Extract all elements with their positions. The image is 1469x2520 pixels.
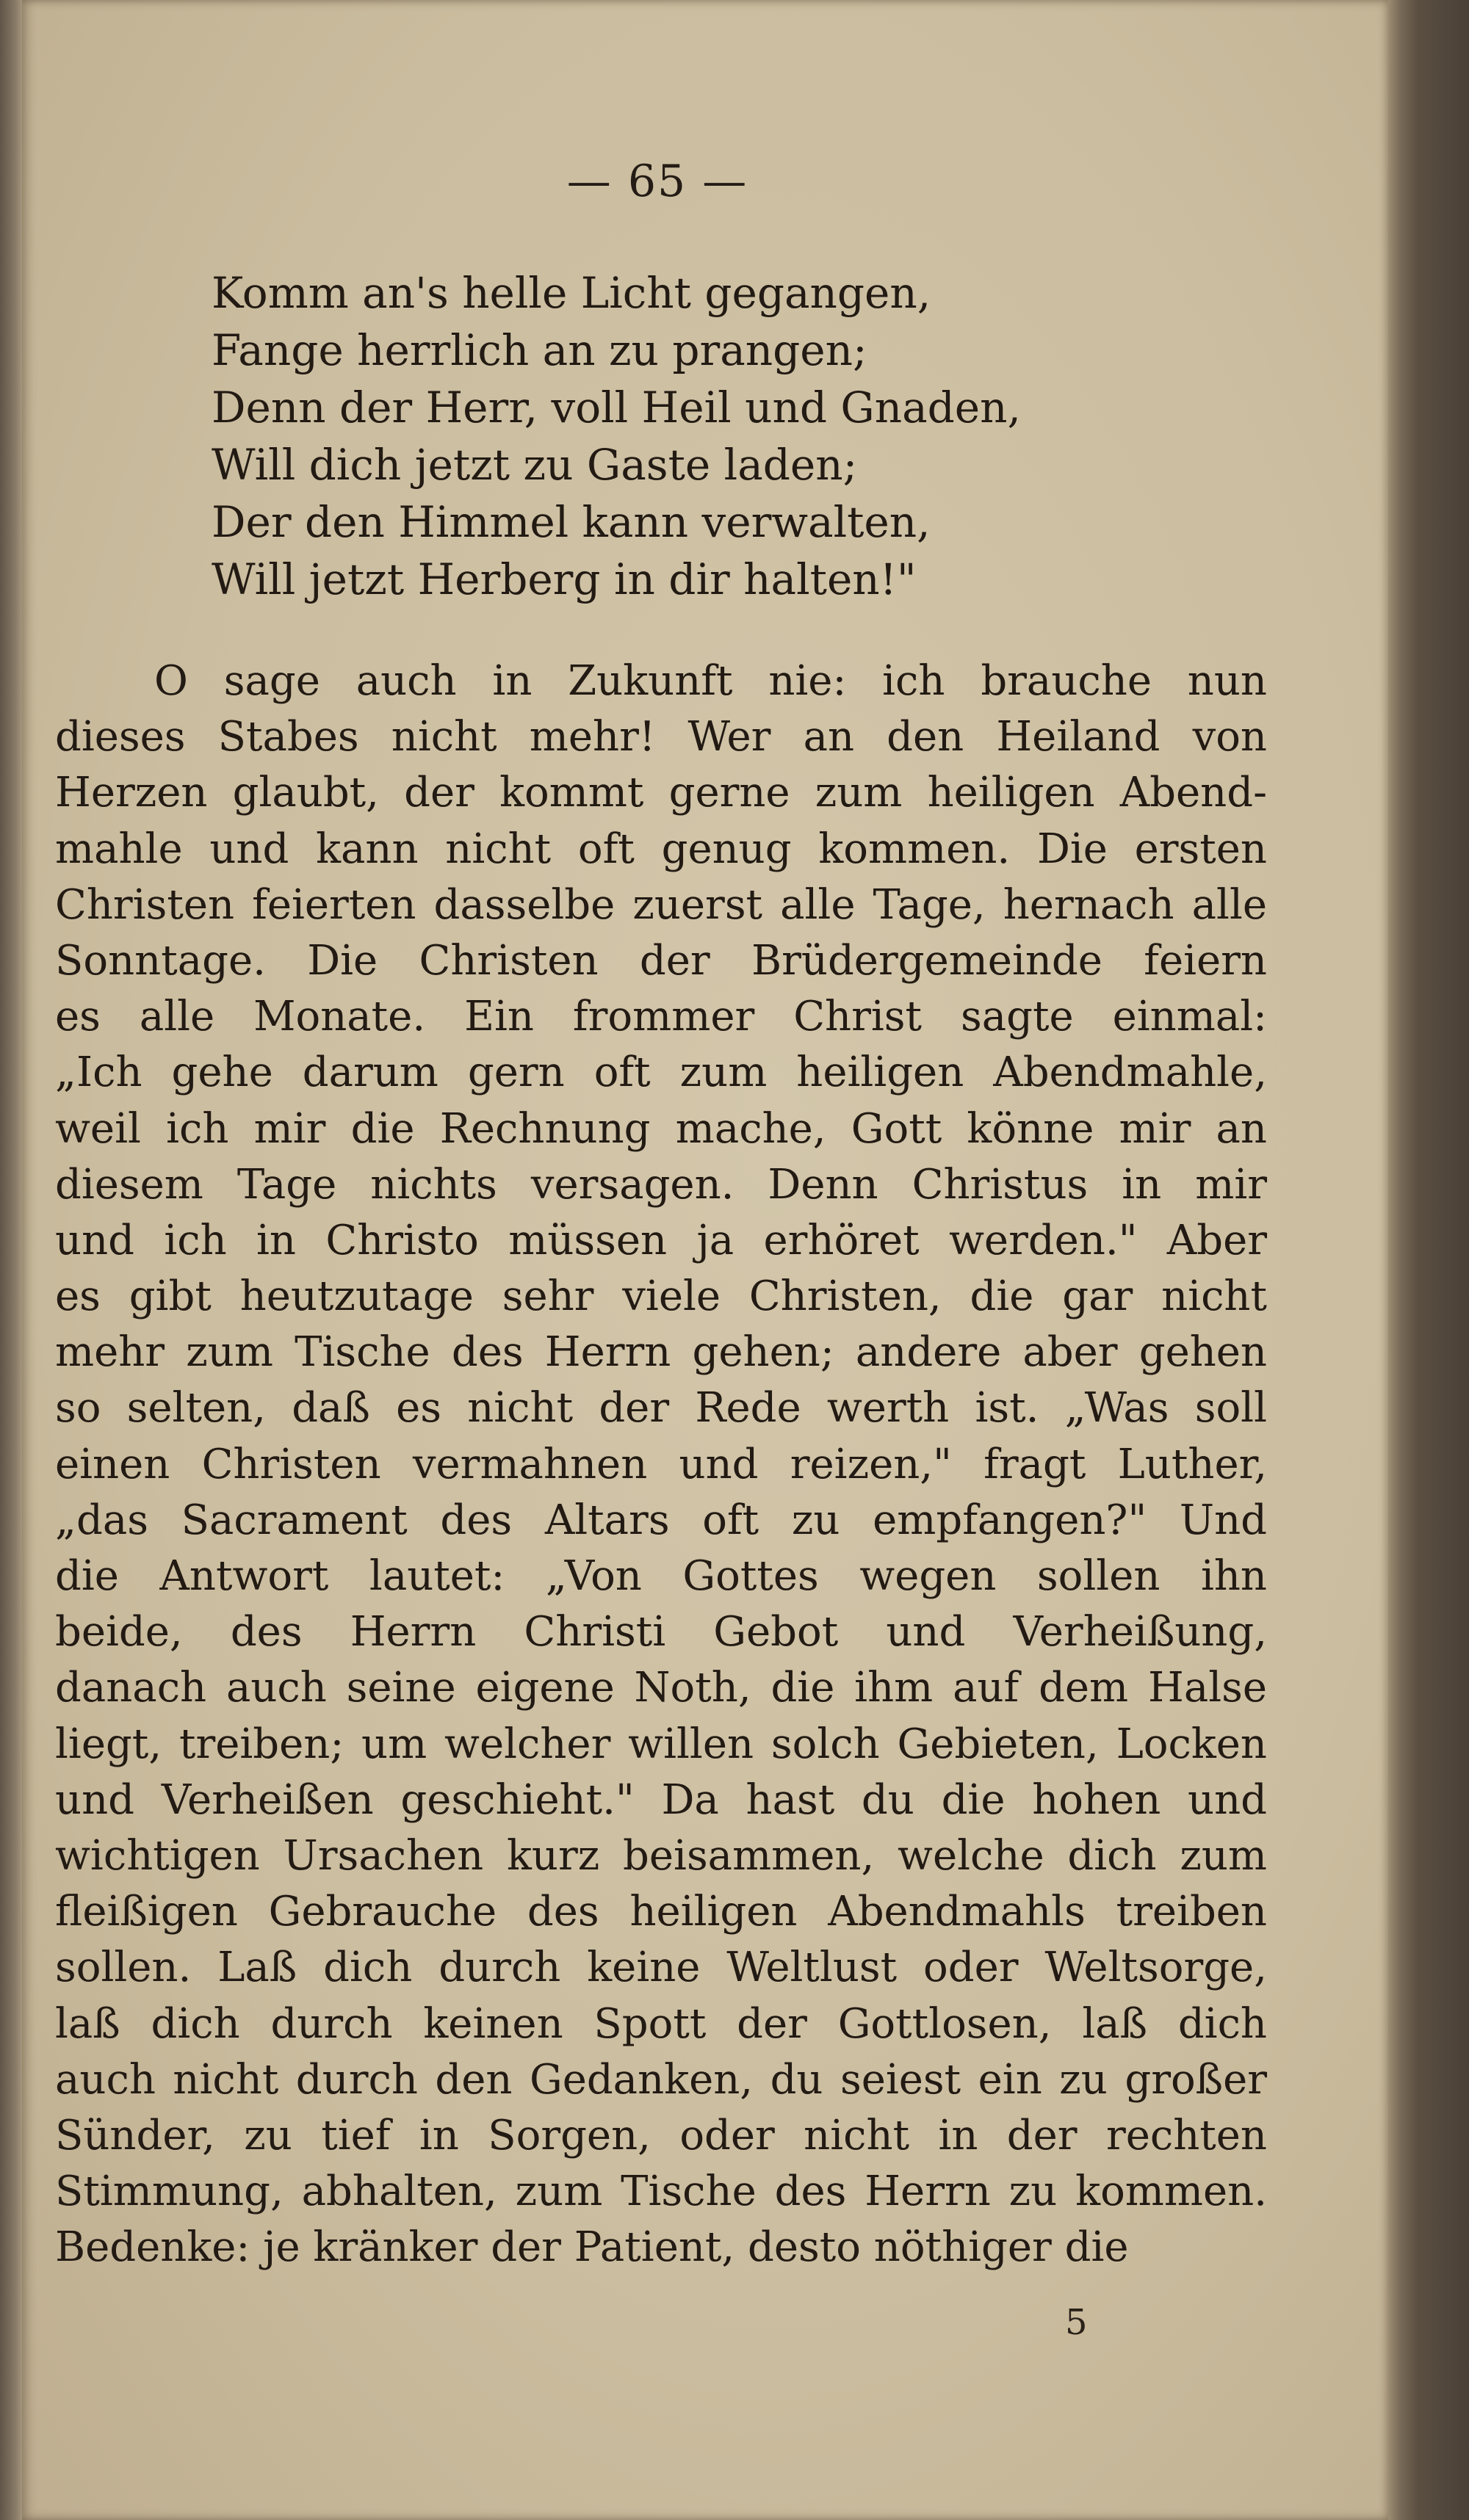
body-paragraph: [55, 653, 1267, 2275]
text-line: beide, des Herrn Christi Gebot und Verheißung,: [55, 1608, 1267, 1657]
text-line: weil ich mir die Rechnung mache, Gott könne mir an: [55, 1104, 1267, 1153]
text-line: Christen feierten dasselbe zuerst alle Tage, hernach alle: [55, 880, 1267, 929]
text-line: einen Christen vermahnen und reizen," fragt Luther,: [55, 1440, 1267, 1488]
text-line: es alle Monate. Ein frommer Christ sagte einmal:: [55, 993, 1267, 1041]
text-line: die Antwort lautet: „Von Gottes wegen sollen ihn: [55, 1552, 1267, 1600]
verse-line: Der den Himmel kann verwalten,: [212, 497, 931, 547]
book-page: [22, 0, 1388, 2520]
text-line: auch nicht durch den Gedanken, du seiest ein zu großer: [55, 2055, 1267, 2104]
text-line: Stimmung, abhalten, zum Tische des Herrn zu kommen.: [55, 2168, 1267, 2216]
text-line: so selten, daß es nicht der Rede werth ist. „Was soll: [55, 1384, 1267, 1433]
hymn-verse: [212, 264, 1240, 608]
text-line: wichtigen Ursachen kurz beisammen, welche dich zum: [55, 1831, 1267, 1880]
text-line: Herzen glaubt, der kommt gerne zum heiligen Abend-: [55, 769, 1267, 817]
text-line: und Verheißen geschieht." Da hast du die hohen und: [55, 1775, 1267, 1824]
text-line: fleißigen Gebrauche des heiligen Abendmahls treiben: [55, 1888, 1267, 1936]
page-number: — 65 —: [566, 156, 748, 207]
verse-line: Denn der Herr, voll Heil und Gnaden,: [212, 383, 1021, 432]
verse-line: Fange herrlich an zu prangen;: [212, 325, 867, 375]
text-line: Bedenke: je kränker der Patient, desto nöthiger die: [55, 2223, 1129, 2272]
text-line: danach auch seine eigene Noth, die ihm auf dem Halse: [55, 1664, 1267, 1712]
text-line: „Ich gehe darum gern oft zum heiligen Abendmahle,: [55, 1049, 1267, 1097]
verse-line: Komm an's helle Licht gegangen,: [212, 268, 931, 318]
text-line: diesem Tage nichts versagen. Denn Christus in mir: [55, 1160, 1267, 1209]
text-line: es gibt heutzutage sehr viele Christen, die gar nicht: [55, 1272, 1267, 1321]
text-line: und ich in Christo müssen ja erhöret werden." Aber: [55, 1216, 1267, 1264]
text-line: sollen. Laß dich durch keine Weltlust oder Weltsorge,: [55, 1944, 1267, 1992]
signature-mark: 5: [1065, 2302, 1088, 2343]
text-line: liegt, treiben; um welcher willen solch Gebieten, Locken: [55, 1720, 1267, 1768]
text-line: Sünder, zu tief in Sorgen, oder nicht in der rechten: [55, 2111, 1267, 2159]
text-line: laß dich durch keinen Spott der Gottlosen, laß dich: [55, 1999, 1267, 2048]
text-line: mahle und kann nicht oft genug kommen. Die ersten: [55, 825, 1267, 873]
text-line: „das Sacrament des Altars oft zu empfangen?" Und: [55, 1496, 1267, 1544]
text-line: Sonntage. Die Christen der Brüdergemeinde feiern: [55, 936, 1267, 985]
text-line: dieses Stabes nicht mehr! Wer an den Heiland von: [55, 713, 1267, 761]
verse-line: Will jetzt Herberg in dir halten!": [212, 554, 917, 604]
verse-line: Will dich jetzt zu Gaste laden;: [212, 440, 858, 490]
text-line: O sage auch in Zukunft nie: ich brauche nun: [154, 657, 1267, 705]
text-line: mehr zum Tische des Herrn gehen; andere aber gehen: [55, 1328, 1267, 1377]
